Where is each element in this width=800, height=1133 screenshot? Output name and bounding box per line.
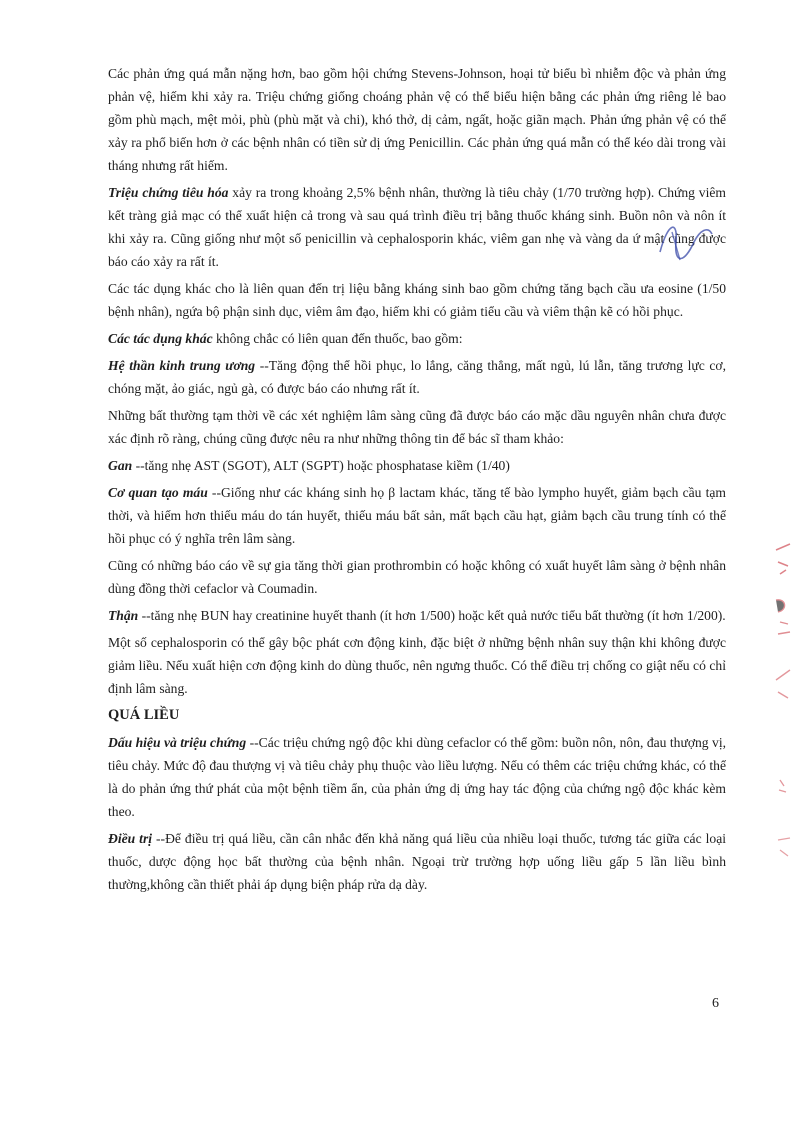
- paragraph-overdose-treatment: [108, 827, 726, 896]
- paragraph-lead: Triệu chứng tiêu hóa: [108, 185, 229, 200]
- paragraph-text: Những bất thường tạm thời về các xét nghiệm lâm sàng cũng đã được báo cáo mặc dầu nguyên nhân chưa được xác định rõ ràng, chúng cũng được nêu ra như những thông tin để bác sĩ tham khảo:: [108, 408, 726, 446]
- paragraph-text: Các tác dụng khác cho là liên quan đến trị liệu bằng kháng sinh bao gồm chứng tăng bạch cầu ưa eosine (1/50 bệnh nhân), ngứa bộ phận sinh dục, viêm âm đạo, hiếm khi có giảm tiểu cầu và viêm thận kẽ có hồi phục.: [108, 281, 726, 319]
- section-title-overdose: QUÁ LIỀU: [108, 707, 180, 723]
- paragraph-seizures: [108, 631, 726, 700]
- paragraph-lead: Hệ thần kinh trung ương: [108, 358, 256, 373]
- paragraph-text: --Các triệu chứng ngộ độc khi dùng cefaclor có thể gồm: buồn nôn, nôn, đau thượng vị, tiêu chảy. Mức độ đau thượng vị và tiêu chảy phụ thuộc vào liều lượng. Nếu có thêm các triệu chứng khác, có thể là do phản ứng thứ phát của một bệnh tiềm ẩn, của phản ứng dị ứng hay tác động của chứng ngộ độc khác kèm theo.: [108, 735, 726, 819]
- paragraph-lead: Gan: [108, 458, 133, 473]
- paragraph-gastrointestinal: [108, 181, 726, 273]
- paragraph-uncertain-effects: [108, 327, 726, 350]
- page-number: 6: [712, 996, 719, 1011]
- paragraph-lead: Cơ quan tạo máu: [108, 485, 208, 500]
- paragraph-cns: [108, 354, 726, 400]
- paragraph-lead: Dấu hiệu và triệu chứng: [108, 735, 247, 750]
- paragraph-hematopoietic: [108, 481, 726, 550]
- paragraph-text: Các phản ứng quá mẫn nặng hơn, bao gồm hội chứng Stevens-Johnson, hoại tử biểu bì nhiễm độc và phản ứng phản vệ, hiếm khi xảy ra. Triệu chứng giống choáng phản vệ có thể biểu hiện bằng các phản ứng riêng lẻ bao gồm phù mạch, mệt mỏi, phù (phù mặt và chi), khó thở, dị cảm, ngất, hoặc giãn mạch. Phản ứng phản vệ có thể xảy ra phổ biến hơn ở các bệnh nhân có tiền sử dị ứng Penicillin. Các phản ứng quá mẫn có thể kéo dài trong vài tháng nhưng rất hiếm.: [108, 66, 726, 173]
- document-body: [108, 62, 726, 900]
- paragraph-hypersensitivity: [108, 62, 726, 177]
- paragraph-overdose-symptoms: [108, 731, 726, 823]
- paragraph-text: Cũng có những báo cáo về sự gia tăng thời gian prothrombin có hoặc không có xuất huyết lâm sàng ở bệnh nhân dùng đồng thời cefaclor và Coumadin.: [108, 558, 726, 596]
- paragraph-lead: Thận: [108, 608, 139, 623]
- paragraph-text: --Giống như các kháng sinh họ β lactam khác, tăng tế bào lympho huyết, giảm bạch cầu tạm thời, và hiếm hơn thiếu máu do tán huyết, thiếu máu bất sản, mất bạch cầu hạt, giảm bạch cầu trung tính có thể hồi phục có ý nghĩa trên lâm sàng.: [108, 485, 726, 546]
- paragraph-lab-abnormalities: [108, 404, 726, 450]
- paragraph-text: xảy ra trong khoảng 2,5% bệnh nhân, thường là tiêu chảy (1/70 trường hợp). Chứng viêm kết tràng giả mạc có thể xuất hiện cả trong và sau quá trình điều trị bằng thuốc kháng sinh. Buồn nôn và nôn ít khi xảy ra. Cũng giống như một số penicillin và cephalosporin khác, viêm gan nhẹ và vàng da ứ mật cũng được báo cáo xảy ra rất ít.: [108, 185, 726, 269]
- signature-mark: [650, 212, 720, 272]
- paragraph-lead: Các tác dụng khác: [108, 331, 213, 346]
- paragraph-text: không chắc có liên quan đến thuốc, bao gồm:: [212, 331, 463, 346]
- paragraph-text: Một số cephalosporin có thể gây bộc phát cơn động kinh, đặc biệt ở những bệnh nhân suy thận khi không được giảm liều. Nếu xuất hiện cơn động kinh do dùng thuốc, nên ngưng thuốc. Có thể điều trị chống co giật nếu có chỉ định lâm sàng.: [108, 635, 726, 696]
- paragraph-text: --Tăng động thể hồi phục, lo lắng, căng thẳng, mất ngủ, lú lẫn, tăng trương lực cơ, chóng mặt, ảo giác, ngủ gà, có được báo cáo nhưng rất ít.: [108, 358, 726, 396]
- paragraph-text: --Để điều trị quá liều, cần cân nhắc đến khả năng quá liều của nhiều loại thuốc, tương tác giữa các loại thuốc, dược động học bất thường của bệnh nhân. Ngoại trừ trường hợp uống liều gấp 5 lần liều bình thường,không cần thiết phải áp dụng biện pháp rửa dạ dày.: [108, 831, 727, 892]
- paragraph-lead: Điều trị: [108, 831, 153, 846]
- paragraph-text: --tăng nhẹ AST (SGOT), ALT (SGPT) hoặc phosphatase kiềm (1/40): [132, 458, 510, 473]
- paragraph-prothrombin: [108, 554, 726, 600]
- paragraph-other-effects: [108, 277, 726, 323]
- paragraph-text: --tăng nhẹ BUN hay creatinine huyết thanh (ít hơn 1/500) hoặc kết quả nước tiểu bất thường (ít hơn 1/200).: [138, 608, 726, 623]
- margin-stamp-marks: [770, 540, 796, 870]
- paragraph-kidney: [108, 604, 726, 627]
- paragraph-liver: [108, 454, 726, 477]
